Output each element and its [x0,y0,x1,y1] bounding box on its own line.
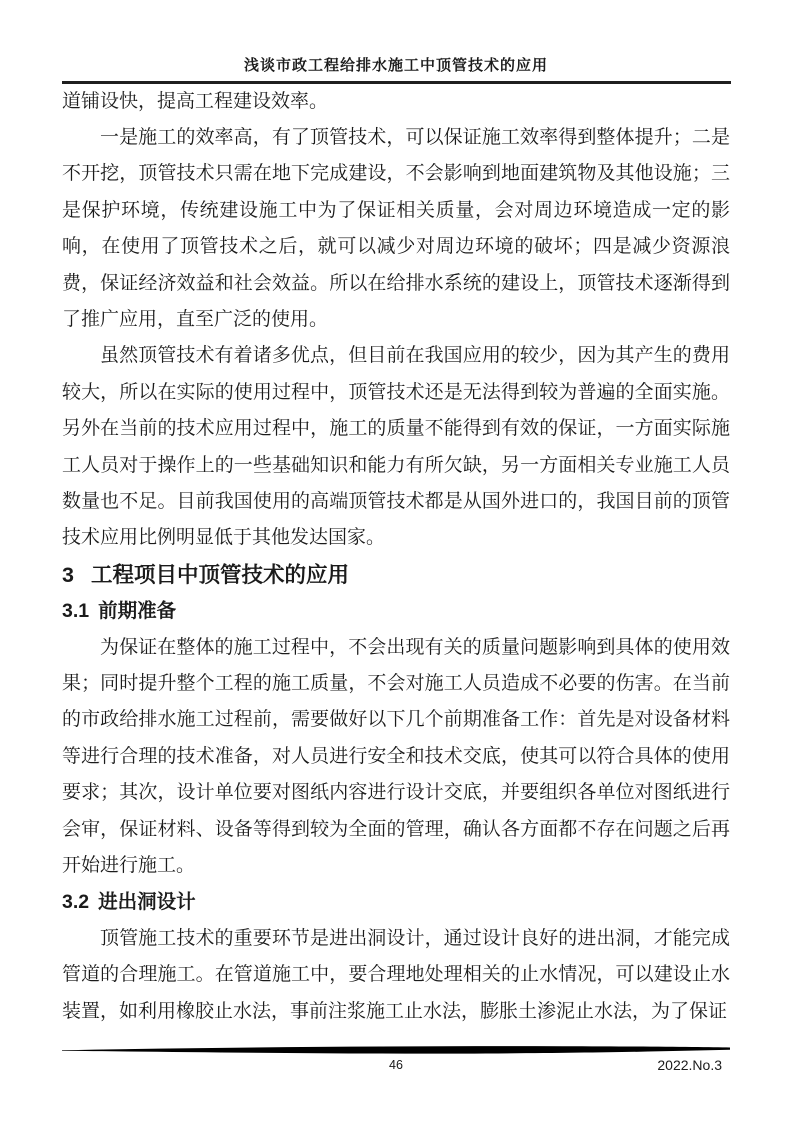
section-3-number: 3 [62,562,74,587]
section-heading-3-1 [62,593,730,629]
section-3-2-title: 进出洞设计 [98,891,196,914]
issue-number: 2022.No.3 [657,1057,722,1073]
paragraph-advantages: 一是施工的效率高，有了顶管技术，可以保证施工效率得到整体提升；二是不开挖，顶管技术只需在地下完成建设，不会影响到地面建筑物及其他设施；三是保护环境，传统建设施工中为了保证相关质量，会对周边环境造成一定的影响，在使用了顶管技术之后，就可以减少对周边环境的破坏；四是减少资源浪费，保证经济效益和社会效益。所以在给排水系统的建设上，顶管技术逐渐得到了推广应用，直至广泛的使用。 [62,126,730,330]
paragraph-hole-design: 顶管施工技术的重要环节是进出洞设计，通过设计良好的进出洞，才能完成管道的合理施工。在管道施工中，要合理地处理相关的止水情况，可以建设止水装置，如利用橡胶止水法，事前注浆施工止水法，膨胀土渗泥止水法，为了保证 [62,927,730,1022]
paragraph-continuation: 道铺设快，提高工程建设效率。 [62,90,329,112]
section-3-2-number: 3.2 [62,891,90,914]
paragraph-limitations: 虽然顶管技术有着诸多优点，但目前在我国应用的较少，因为其产生的费用较大，所以在实际的使用过程中，顶管技术还是无法得到较为普遍的全面实施。另外在当前的技术应用过程中，施工的质量不能得到有效的保证，一方面实际施工人员对于操作上的一些基础知识和能力有所欠缺，另一方面相关专业施工人员数量也不足。目前我国使用的高端顶管技术都是从国外进口的，我国目前的顶管技术应用比例明显低于其他发达国家。 [62,345,730,549]
page-body [62,84,730,1031]
page-header [62,0,730,80]
section-heading-3 [62,557,730,593]
page-footer [62,1045,730,1076]
running-title: 浅谈市政工程给排水施工中顶管技术的应用 [243,58,548,74]
footer-decorative-bar [62,1045,730,1056]
footer-meta-row [62,1056,730,1076]
paragraph-preparation: 为保证在整体的施工过程中，不会出现有关的质量问题影响到具体的使用效果；同时提升整个工程的施工质量，不会对施工人员造成不必要的伤害。在当前的市政给排水施工过程前，需要做好以下几个前期准备工作：首先是对设备材料等进行合理的技术准备，对人员进行安全和技术交底，使其可以符合具体的使用要求；其次，设计单位要对图纸内容进行设计交底，并要组织各单位对图纸进行会审，保证材料、设备等得到较为全面的管理，确认各方面都不存在问题之后再开始进行施工。 [62,636,730,877]
section-heading-3-2 [62,884,730,920]
section-3-1-number: 3.1 [62,600,90,623]
section-3-1-title: 前期准备 [98,600,177,623]
section-3-title: 工程项目中顶管技术的应用 [90,562,349,587]
page-number: 46 [389,1058,403,1072]
